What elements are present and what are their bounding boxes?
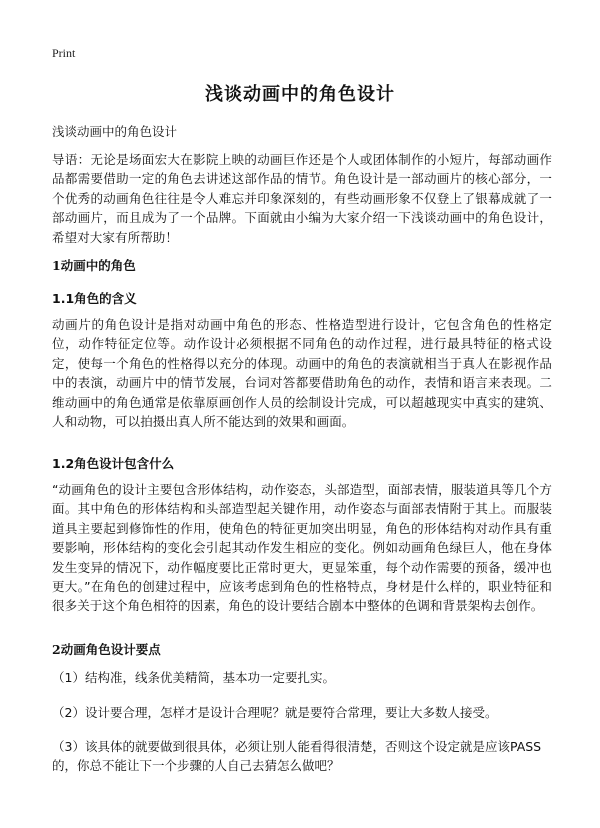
section-1-2-heading: 1.2角色设计包含什么 [52,456,175,471]
intro-paragraph: 导语：无论是场面宏大在影院上映的动画巨作还是个人或团体制作的小短片，每部动画作品都需要借助一定的角色去讲述这部作品的情节。角色设计是一部动画片的核心部分，一个优秀的动画角色往往是令人难忘并印象深刻的，有些动画形象不仅登上了银幕成就了一部动画片，而且成为了一个品牌。下面就由小编为大家介绍一下浅谈动画中的角色设计，希望对大家有所帮助！ [52,152,552,245]
section-1-1-body: 动画片的角色设计是指对动画中角色的形态、性格造型进行设计，它包含角色的性格定位，动作特征定位等。动作设计必须根据不同角色的动作过程，进行最具特征的格式设定，使每一个角色的性格得以充分的体现。动画中的角色的表演就相当于真人在影视作品中的表演，动画片中的情节发展，台词对答都要借助角色的动作，表情和语言来表现。二维动画中的角色通常是依靠原画创作人员的绘制设计完成，可以超越现实中真实的建筑、人和动物，可以拍摄出真人所不能达到的效果和画面。 [52,317,552,430]
list-item: （1）结构准，线条优美精简，基本功一定要扎实。 [52,670,335,685]
document-subtitle: 浅谈动画中的角色设计 [52,124,178,139]
section-1-heading: 1动画中的角色 [52,258,136,273]
section-1-1-heading: 1.1角色的含义 [52,291,137,306]
document-title: 浅谈动画中的角色设计 [205,84,395,105]
section-2-heading: 2动画角色设计要点 [52,642,161,657]
list-item: （2）设计要合理，怎样才是设计合理呢？就是要符合常理，要让大多数人接受。 [52,705,498,720]
list-item: （3）该具体的就要做到很具体，必须让别人能看得很清楚，否则这个设定就是应该PASS的，你总不能让下一个步骤的人自己去猜怎么做吧？ [52,739,542,774]
section-1-2-body: “动画角色的设计主要包含形体结构，动作姿态，头部造型，面部表情，服装道具等几个方面。其中角色的形体结构和头部造型起关键作用，动作姿态与面部表情附于其上。而服装道具主要起到修饰性的作用，使角色的特征更加突出明显，角色的形体结构对动作具有重要影响，形体结构的变化会引起其动作发生相应的变化。例如动画角色绿巨人，他在身体发生变异的情况下，动作幅度要比正常时更大，更显笨重，每个动作需要的预备，缓冲也更大。”在角色的创建过程中，应该考虑到角色的性格特点，身材是什么样的，职业特征和很多关于这个角色相符的因素，角色的设计要结合剧本中整体的色调和背景架构去创作。 [52,482,552,614]
print-label: Print [52,46,76,60]
